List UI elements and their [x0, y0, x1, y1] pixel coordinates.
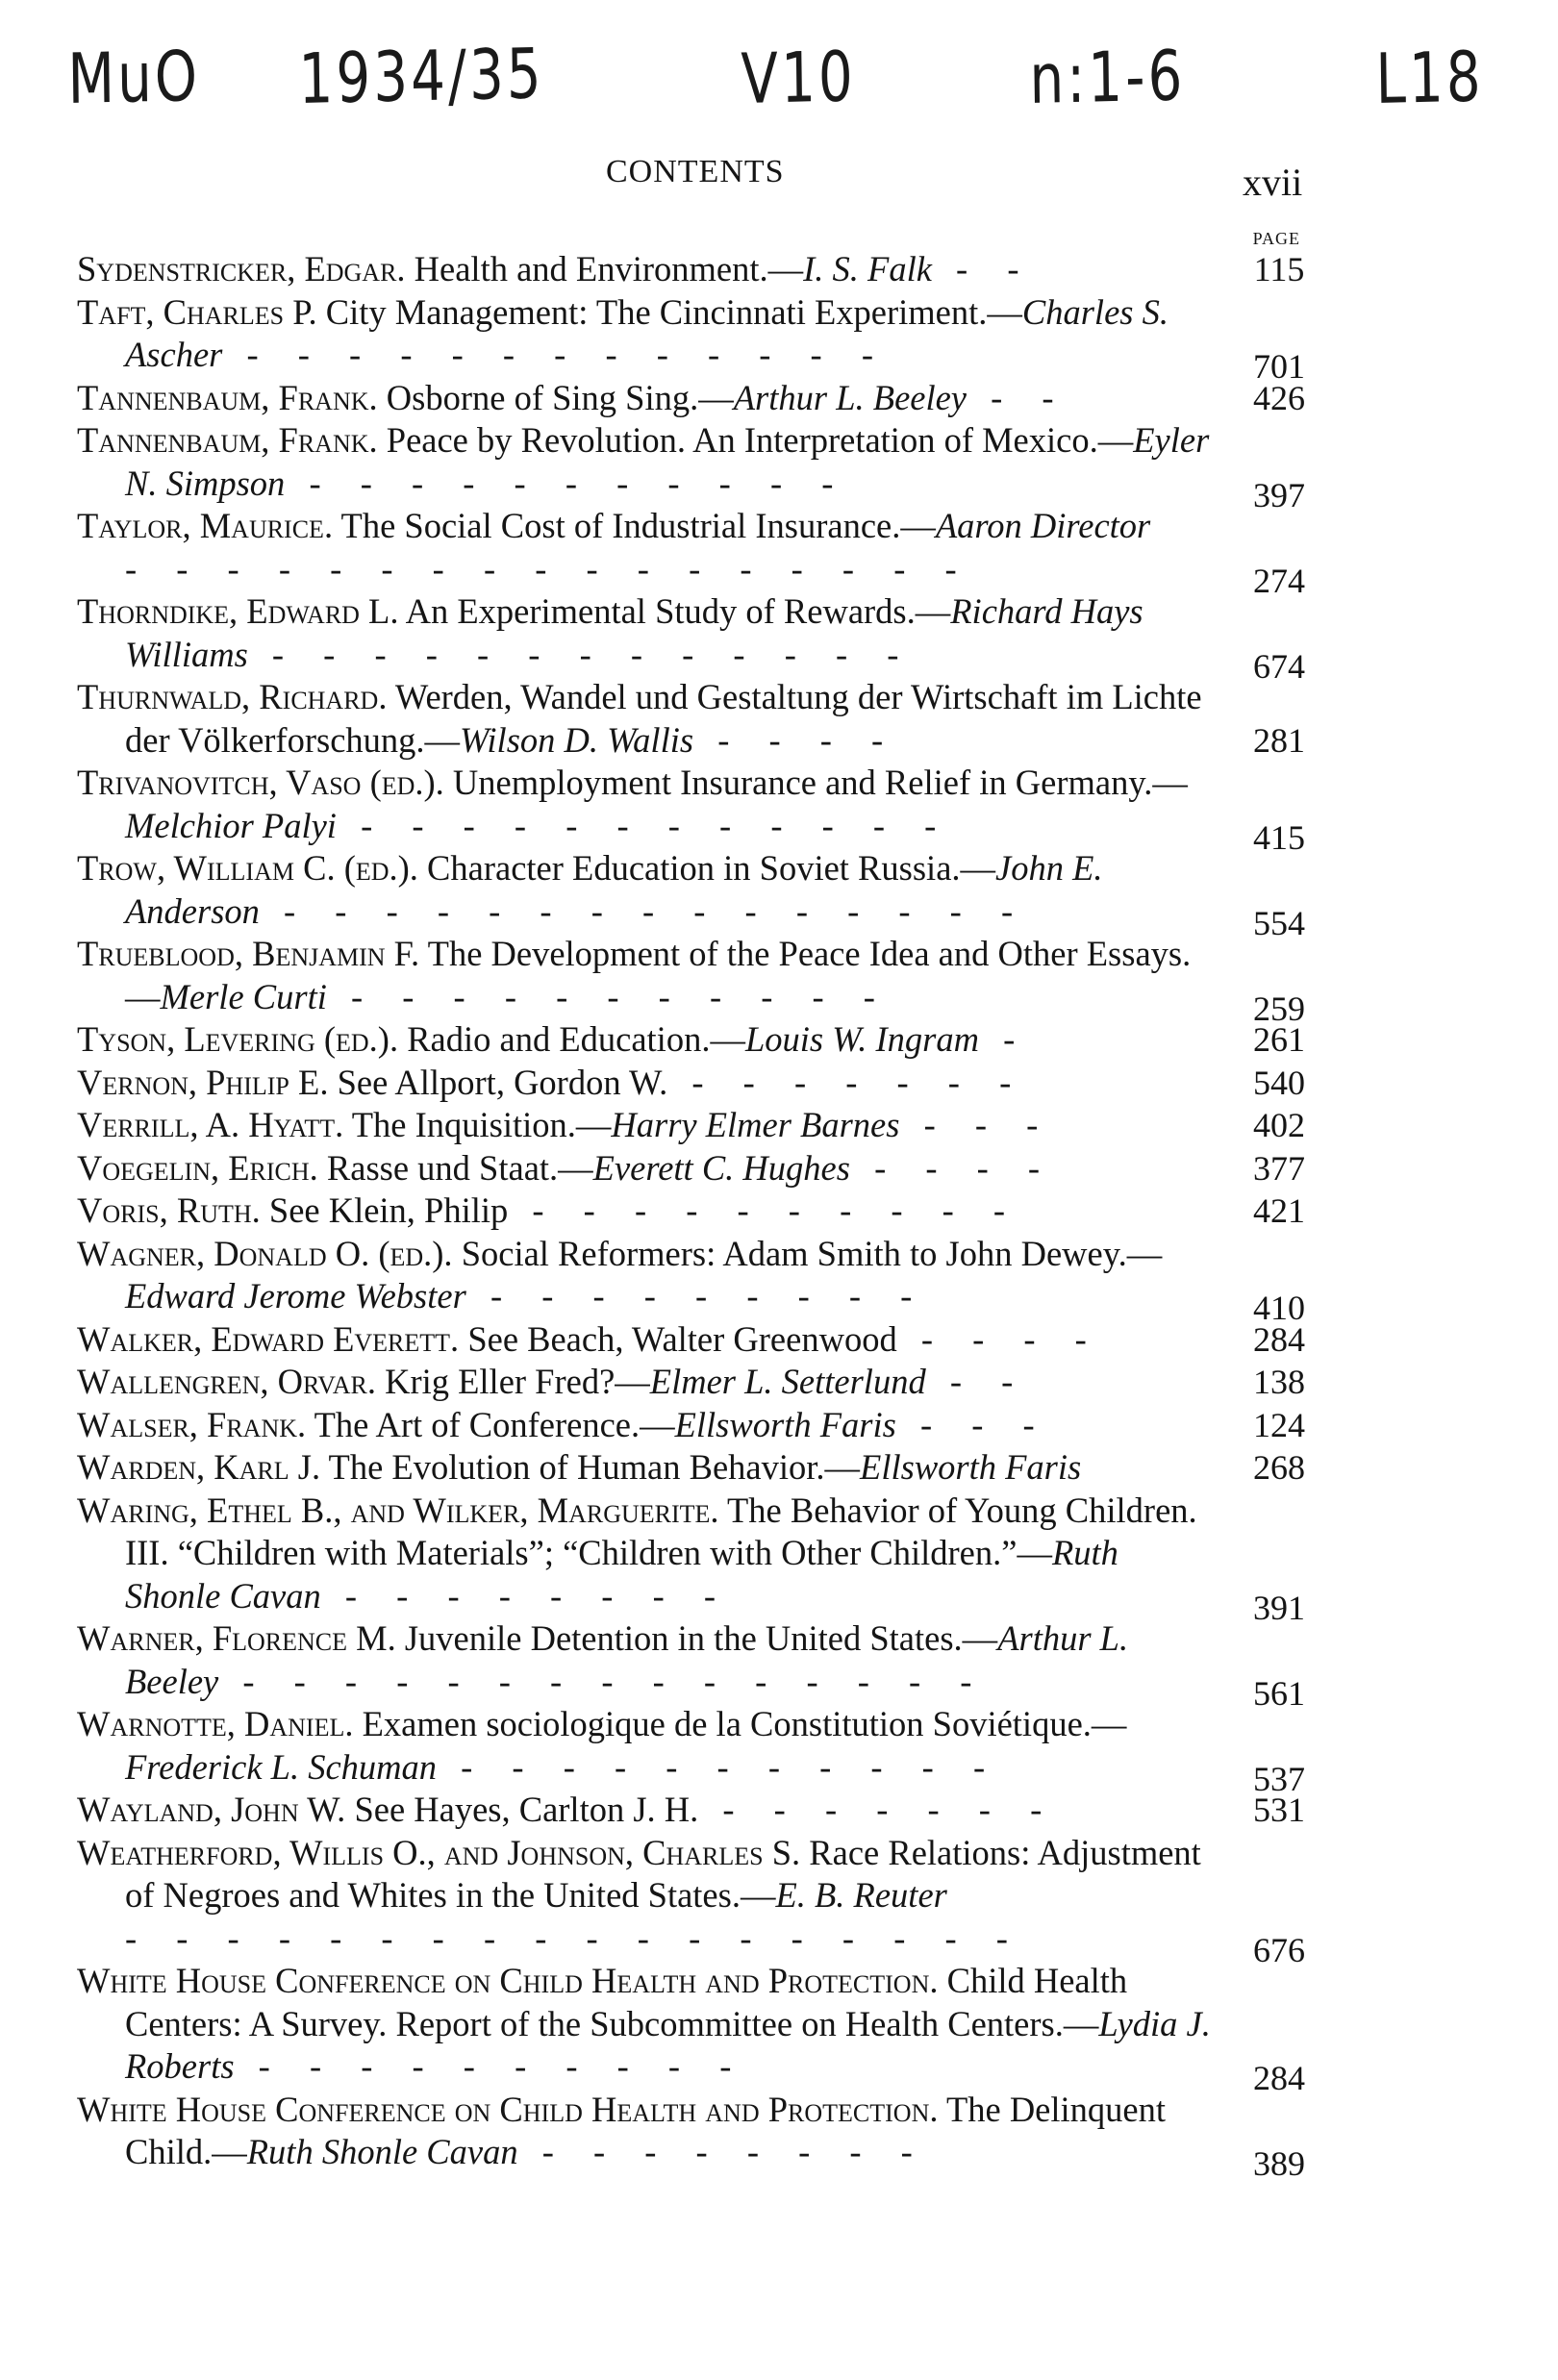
- entry-reviewer: John E. Anderson: [125, 848, 1103, 931]
- contents-entry: [77, 1062, 1305, 1105]
- contents-entry: [77, 1147, 1305, 1190]
- contents-entry: [77, 676, 1305, 762]
- contents-entry: [77, 1190, 1305, 1233]
- entry-author: Sydenstricker, Edgar.: [77, 249, 406, 288]
- contents-entry: [77, 248, 1305, 291]
- contents-entry: [77, 291, 1305, 386]
- entry-leader: - - - - - - - - - -: [234, 2046, 747, 2086]
- entry-page: 426: [1253, 378, 1305, 417]
- entry-page: 421: [1253, 1191, 1305, 1230]
- entry-title: Krig Eller Fred?—: [375, 1362, 650, 1401]
- contents-entry: [77, 1018, 1305, 1062]
- entry-reviewer: Richard Hays Williams: [125, 591, 1143, 674]
- entry-reviewer: Edward Jerome Webster: [125, 1276, 466, 1315]
- entry-page: 274: [1253, 561, 1305, 600]
- entry-leader: - - - - - - - - - - - - - - -: [218, 1661, 988, 1701]
- entry-title: Health and Environment.—: [405, 249, 804, 288]
- entry-author: Warden, Karl J.: [77, 1447, 321, 1487]
- contents-entry: [77, 1233, 1305, 1327]
- entry-reviewer: Charles S. Ascher: [125, 291, 1168, 374]
- entry-author: Thurnwald, Richard.: [77, 677, 388, 716]
- entry-leader: - - - - - - - - - - - - - - - - -: [125, 548, 972, 589]
- handwritten-note: L18: [1375, 36, 1485, 119]
- entry-reviewer: Ellsworth Faris: [860, 1447, 1082, 1487]
- entry-author: Trivanovitch, Vaso (ed.).: [77, 763, 444, 802]
- entry-page: 281: [1253, 720, 1305, 760]
- entry-leader: -: [979, 1019, 1031, 1059]
- entry-title: Social Reformers: Adam Smith to John Dewey.—: [452, 1233, 1163, 1273]
- entry-title: See Hayes, Carlton J. H.: [345, 1790, 699, 1829]
- entry-reviewer: Frederick L. Schuman: [125, 1746, 438, 1787]
- entry-title: Radio and Education.—: [398, 1019, 745, 1059]
- entry-author: Vernon, Philip E.: [77, 1062, 329, 1102]
- entry-title: Peace by Revolution. An Interpretation of Mexico.—: [377, 420, 1134, 460]
- handwritten-note: V10: [741, 36, 857, 119]
- entry-leader: - - - - - - - - - - -: [285, 463, 849, 503]
- entry-page: 261: [1253, 1020, 1305, 1059]
- contents-page: [77, 154, 1327, 2183]
- entry-page: 674: [1253, 646, 1305, 686]
- entry-title: The Inquisition.—: [343, 1105, 612, 1144]
- entry-page: 402: [1253, 1106, 1305, 1144]
- contents-entry: [77, 1703, 1305, 1798]
- entry-title: Unemployment Insurance and Relief in Germany.—: [443, 763, 1188, 802]
- entry-title: Werden, Wandel und Gestaltung der Wirtschaft im Lichte der Völkerforschung.—: [125, 677, 1202, 760]
- entry-author: White House Conference on Child Health and Protection.: [77, 1961, 939, 2000]
- entry-leader: - - - -: [896, 1318, 1102, 1359]
- entry-title: The Behavior of Young Children. III. “Children with Materials”; “Children with Other Children.”—: [125, 1490, 1197, 1572]
- entry-title: The Delinquent Child.—: [125, 2089, 1167, 2171]
- entry-leader: - - -: [899, 1105, 1054, 1144]
- entry-leader: - - - - - - -: [667, 1062, 1027, 1102]
- entry-reviewer: Ruth Shonle Cavan: [125, 1533, 1118, 1616]
- entry-title: The Art of Conference.—: [306, 1404, 675, 1444]
- entry-author: Walker, Edward Everett.: [77, 1318, 460, 1359]
- entry-author: Taft, Charles P.: [77, 291, 317, 332]
- entry-reviewer: Harry Elmer Barnes: [611, 1105, 900, 1144]
- entry-author: Tannenbaum, Frank.: [77, 377, 378, 417]
- entry-leader: - - - -: [849, 1147, 1056, 1188]
- entry-page: 701: [1253, 347, 1305, 386]
- entry-title: Examen sociologique de la Constitution Soviétique.—: [353, 1704, 1127, 1743]
- handwritten-note: 1934/35: [298, 33, 545, 119]
- entry-leader: - - - - - - - -: [517, 2132, 928, 2171]
- page-column-label: PAGE: [1252, 229, 1300, 248]
- entry-reviewer: Louis W. Ingram: [744, 1019, 979, 1059]
- entry-title: Child Health Centers: A Survey. Report of the Subcommittee on Health Centers.—: [125, 1961, 1128, 2043]
- entry-leader: - - - - - - - - - - - -: [336, 805, 952, 845]
- entry-page: 284: [1253, 2059, 1305, 2097]
- contents-entry: [77, 590, 1305, 686]
- entry-author: Warner, Florence M.: [77, 1618, 396, 1658]
- entry-leader: - - - - - - - - - - - - -: [247, 634, 915, 674]
- contents-entry: [77, 1832, 1305, 1969]
- entry-page: 537: [1253, 1759, 1305, 1798]
- entry-title: See Klein, Philip: [260, 1190, 509, 1230]
- entry-reviewer: Lydia J. Roberts: [125, 2003, 1211, 2086]
- handwritten-note: MuO: [67, 35, 201, 119]
- contents-entry: [77, 2089, 1305, 2183]
- contents-entry: [77, 505, 1305, 600]
- entry-author: White House Conference on Child Health and Protection.: [77, 2089, 939, 2129]
- entry-reviewer: Ruth Shonle Cavan: [246, 2132, 518, 2171]
- entry-reviewer: E. B. Reuter: [775, 1875, 947, 1915]
- entry-leader: - - - - - - - - - -: [508, 1190, 1021, 1230]
- entry-page: 138: [1253, 1363, 1305, 1401]
- entry-leader: - - - -: [693, 719, 899, 760]
- entry-title: Character Education in Soviet Russia.—: [417, 848, 996, 888]
- contents-entry: [77, 847, 1305, 942]
- handwritten-note: n:1-6: [1029, 35, 1186, 119]
- entry-title: Osborne of Sing Sing.—: [377, 377, 734, 417]
- contents-entry: [77, 1490, 1305, 1627]
- contents-list: [77, 248, 1327, 2183]
- entry-leader: - - - - - - - - -: [465, 1276, 928, 1315]
- entry-title: Juvenile Detention in the United States.—: [395, 1618, 998, 1658]
- contents-entry: [77, 1361, 1305, 1404]
- entry-leader: - - - - - - - - - - -: [326, 976, 891, 1016]
- contents-entry: [77, 1617, 1305, 1713]
- entry-author: Voris, Ruth.: [77, 1190, 261, 1230]
- contents-entry: [77, 1318, 1305, 1362]
- entry-author: Waring, Ethel B., and Wilker, Marguerite.: [77, 1490, 719, 1530]
- entry-author: Tannenbaum, Frank.: [77, 420, 378, 460]
- entry-author: Thorndike, Edward L.: [77, 591, 399, 631]
- entry-page: 415: [1253, 817, 1305, 857]
- entry-page: 676: [1253, 1930, 1305, 1969]
- entry-reviewer: Merle Curti: [160, 976, 327, 1016]
- contents-entry: [77, 377, 1305, 420]
- entry-reviewer: Melchior Palyi: [125, 805, 337, 845]
- entry-leader: - -: [925, 1362, 1029, 1401]
- entry-reviewer: Arthur L. Beeley: [733, 377, 967, 417]
- entry-title: City Management: The Cincinnati Experiment.—: [316, 291, 1022, 332]
- entry-page: 391: [1253, 1588, 1305, 1627]
- contents-entry: [77, 1104, 1305, 1147]
- entry-title: Race Relations: Adjustment of Negroes and Whites in the United States.—: [125, 1832, 1201, 1915]
- entry-page: 259: [1253, 989, 1305, 1028]
- entry-author: Tyson, Levering (ed.).: [77, 1019, 399, 1059]
- contents-entry: [77, 762, 1305, 857]
- entry-leader: - - -: [895, 1404, 1050, 1444]
- entry-author: Wallengren, Orvar.: [77, 1362, 376, 1401]
- entry-page: 540: [1253, 1063, 1305, 1102]
- entry-page: 124: [1253, 1405, 1305, 1444]
- entry-reviewer: Aaron Director: [935, 506, 1151, 545]
- entry-page: 115: [1253, 250, 1305, 288]
- entry-page: 397: [1253, 475, 1305, 514]
- entry-leader: - -: [967, 377, 1069, 417]
- entry-author: Wagner, Donald O. (ed.).: [77, 1233, 453, 1273]
- entry-page: 531: [1253, 1791, 1305, 1829]
- entry-author: Taylor, Maurice.: [77, 506, 334, 545]
- handwritten-notes: [67, 33, 1529, 144]
- entry-reviewer: Elmer L. Setterlund: [649, 1362, 926, 1401]
- entry-page: 377: [1253, 1148, 1305, 1188]
- entry-title: See Beach, Walter Greenwood: [459, 1318, 897, 1359]
- entry-page: 268: [1253, 1448, 1305, 1487]
- page-number: xvii: [1243, 161, 1303, 204]
- entry-reviewer: I. S. Falk: [803, 249, 932, 288]
- entry-leader: - - - - - - -: [698, 1790, 1058, 1829]
- entry-author: Warnotte, Daniel.: [77, 1704, 354, 1743]
- entry-page: 389: [1253, 2144, 1305, 2183]
- entry-title: The Social Cost of Industrial Insurance.—: [333, 506, 936, 545]
- entry-author: Weatherford, Willis O., and Johnson, Charles S.: [77, 1832, 801, 1872]
- entry-author: Trueblood, Benjamin F.: [77, 934, 420, 973]
- page-header: [77, 154, 1327, 212]
- contents-entry: [77, 1789, 1305, 1832]
- entry-leader: - - - - - - - - - - - - -: [222, 335, 889, 374]
- entry-leader: - - - - - - - - - - - - - - - - - -: [125, 1917, 1023, 1958]
- entry-title: See Allport, Gordon W.: [328, 1062, 668, 1102]
- contents-entry: [77, 1446, 1305, 1490]
- entry-author: Wayland, John W.: [77, 1790, 346, 1829]
- entry-page: 410: [1253, 1289, 1305, 1327]
- entry-author: Trow, William C. (ed.).: [77, 848, 418, 888]
- entry-reviewer: Everett C. Hughes: [592, 1147, 850, 1188]
- entry-page: 284: [1253, 1319, 1305, 1359]
- contents-entry: [77, 419, 1305, 514]
- contents-entry: [77, 1960, 1305, 2097]
- contents-entry: [77, 933, 1305, 1028]
- entry-reviewer: Wilson D. Wallis: [460, 719, 694, 760]
- entry-title: An Experimental Study of Rewards.—: [398, 591, 951, 631]
- entry-title: The Development of the Peace Idea and Other Essays.—: [125, 934, 1192, 1016]
- entry-reviewer: Ellsworth Faris: [674, 1404, 896, 1444]
- entry-leader: - - - - - - - - - - -: [437, 1746, 1001, 1787]
- entry-leader: - - - - - - - - - - - - - - -: [259, 890, 1029, 931]
- entry-author: Verrill, A. Hyatt.: [77, 1105, 344, 1144]
- entry-reviewer: Eyler N. Simpson: [125, 420, 1210, 503]
- entry-page: 554: [1253, 903, 1305, 942]
- entry-title: The Evolution of Human Behavior.—: [320, 1447, 861, 1487]
- entry-leader: - - - - - - - -: [320, 1575, 732, 1616]
- entry-author: Voegelin, Erich.: [77, 1147, 318, 1188]
- contents-entry: [77, 1404, 1305, 1447]
- entry-reviewer: Arthur L. Beeley: [125, 1618, 1129, 1701]
- entry-leader: - -: [931, 249, 1035, 288]
- entry-title: Rasse und Staat.—: [317, 1147, 593, 1188]
- entry-author: Walser, Frank.: [77, 1404, 307, 1444]
- page-title: CONTENTS: [606, 154, 785, 189]
- entry-page: 561: [1253, 1673, 1305, 1713]
